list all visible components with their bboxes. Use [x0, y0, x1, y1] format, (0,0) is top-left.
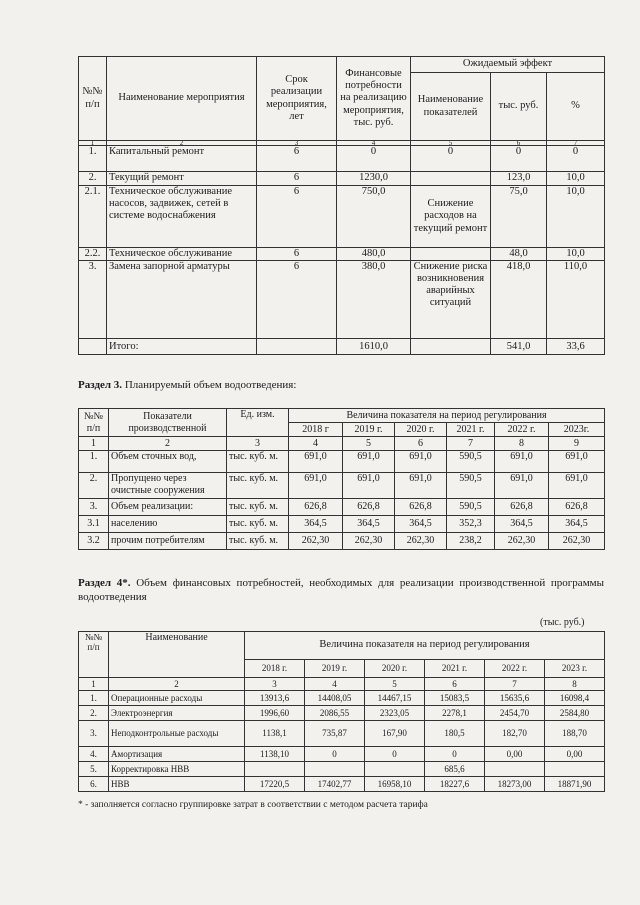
row-num: [79, 339, 107, 355]
row-value: 2086,55: [305, 706, 365, 721]
row-value: 16098,4: [545, 691, 605, 706]
total-row: [79, 339, 605, 355]
col-number: 7: [547, 141, 605, 146]
col-number: 6: [491, 141, 547, 146]
col-effect-pct-header: %: [547, 73, 605, 141]
row-value: 18273,00: [485, 777, 545, 792]
table-row: [79, 172, 605, 186]
drainage-volume-table: [78, 408, 605, 550]
row-finance: 750,0: [337, 186, 411, 248]
section4-heading: [78, 576, 604, 605]
col-num-header: №№ п/п: [79, 632, 109, 678]
row-pct: 110,0: [547, 261, 605, 339]
row-rub: 418,0: [491, 261, 547, 339]
row-rub: 75,0: [491, 186, 547, 248]
row-value: 262,30: [549, 533, 605, 550]
row-name: Техническое обслуживание: [107, 248, 257, 261]
row-unit: тыс. куб. м.: [227, 499, 289, 516]
col-value-header: Величина показателя на период регулирования: [289, 409, 605, 423]
table-row: [79, 146, 605, 172]
row-value: 364,5: [395, 516, 447, 533]
row-value: 0: [425, 747, 485, 762]
row-value: [365, 762, 425, 777]
col-number: 3: [227, 437, 289, 451]
row-num: 6.: [79, 777, 109, 792]
row-name: Замена запорной арматуры: [107, 261, 257, 339]
col-number: 6: [395, 437, 447, 451]
row-num: 2.2.: [79, 248, 107, 261]
row-value: 182,70: [485, 721, 545, 747]
row-value: 15083,5: [425, 691, 485, 706]
table-row: [79, 499, 605, 516]
row-finance: 1230,0: [337, 172, 411, 186]
row-rub: 0: [491, 146, 547, 172]
row-name: Объем сточных вод,: [109, 451, 227, 473]
row-value: 691,0: [549, 473, 605, 499]
col-number: 4: [337, 141, 411, 146]
year-header: 2022 г.: [485, 660, 545, 678]
row-value: 626,8: [395, 499, 447, 516]
section4-title: Объем финансовых потребностей, необходимых для реализации производственной программы водоотведения: [78, 577, 605, 604]
row-name: Текущий ремонт: [107, 172, 257, 186]
row-value: 626,8: [495, 499, 549, 516]
table-row: [79, 777, 605, 792]
col-number: 1: [79, 678, 109, 691]
table-row: [79, 516, 605, 533]
col-number: 1: [79, 437, 109, 451]
row-value: 691,0: [343, 473, 395, 499]
column-numbers-row: [79, 437, 605, 451]
row-term: 6: [257, 146, 337, 172]
row-value: 2323,05: [365, 706, 425, 721]
table-row: [79, 533, 605, 550]
table-row: [79, 186, 605, 248]
row-pct: 10,0: [547, 248, 605, 261]
col-effect-name-header: Наименование показателей: [411, 73, 491, 141]
row-value: 13913,6: [245, 691, 305, 706]
row-rub: 123,0: [491, 172, 547, 186]
row-name: Техническое обслуживание насосов, задвижек, сетей в системе водоснабжения: [107, 186, 257, 248]
row-value: 691,0: [495, 473, 549, 499]
footnote: * - заполняется согласно группировке затрат в соответствии с методом расчета тарифа: [78, 800, 428, 810]
table-row: [79, 451, 605, 473]
col-term-header: Срок реализации мероприятия, лет: [257, 57, 337, 141]
row-num: 2.1.: [79, 186, 107, 248]
col-number: 3: [257, 141, 337, 146]
row-value: 2278,1: [425, 706, 485, 721]
row-value: [305, 762, 365, 777]
row-term: 6: [257, 261, 337, 339]
row-value: [245, 762, 305, 777]
row-finance: 1610,0: [337, 339, 411, 355]
financial-needs-table: [78, 631, 605, 792]
col-number: 7: [447, 437, 495, 451]
row-num: 1.: [79, 451, 109, 473]
year-header: 2021 г.: [447, 423, 495, 437]
row-finance: 380,0: [337, 261, 411, 339]
col-value-header: Величина показателя на период регулирования: [245, 632, 605, 660]
col-number: 6: [425, 678, 485, 691]
col-number: 5: [343, 437, 395, 451]
row-finance: 480,0: [337, 248, 411, 261]
row-finance: 0: [337, 146, 411, 172]
row-name: Неподконтрольные расходы: [109, 721, 245, 747]
row-effect: Снижение расходов на текущий ремонт: [411, 186, 491, 248]
row-pct: 33,6: [547, 339, 605, 355]
row-num: 2.: [79, 706, 109, 721]
row-value: [485, 762, 545, 777]
row-value: 2584,80: [545, 706, 605, 721]
row-num: 2.: [79, 172, 107, 186]
row-value: 262,30: [343, 533, 395, 550]
table-row: [79, 691, 605, 706]
row-num: 3.: [79, 261, 107, 339]
table-row: [79, 762, 605, 777]
row-value: 14408,05: [305, 691, 365, 706]
row-num: 3.: [79, 499, 109, 516]
year-header: 2021 г.: [425, 660, 485, 678]
col-number: 8: [495, 437, 549, 451]
col-finance-header: Финансовые потребности на реализацию мероприятия, тыс. руб.: [337, 57, 411, 141]
row-value: 15635,6: [485, 691, 545, 706]
row-term: 6: [257, 248, 337, 261]
col-number: 4: [305, 678, 365, 691]
row-effect: [411, 339, 491, 355]
row-value: 16958,10: [365, 777, 425, 792]
row-value: 188,70: [545, 721, 605, 747]
row-value: 17402,77: [305, 777, 365, 792]
table-row: [79, 261, 605, 339]
row-unit: тыс. куб. м.: [227, 451, 289, 473]
row-value: 735,87: [305, 721, 365, 747]
table-row: [79, 721, 605, 747]
row-value: 691,0: [495, 451, 549, 473]
col-name-header: Наименование: [109, 632, 245, 678]
row-value: 626,8: [289, 499, 343, 516]
row-value: 17220,5: [245, 777, 305, 792]
row-name: Амортизация: [109, 747, 245, 762]
row-effect: 0: [411, 146, 491, 172]
row-name: прочим потребителям: [109, 533, 227, 550]
row-num: 3.: [79, 721, 109, 747]
row-name: населению: [109, 516, 227, 533]
col-effect-rub-header: тыс. руб.: [491, 73, 547, 141]
row-term: 6: [257, 186, 337, 248]
row-value: 18227,6: [425, 777, 485, 792]
year-header: 2018 г: [289, 423, 343, 437]
row-value: 262,30: [395, 533, 447, 550]
row-value: 364,5: [549, 516, 605, 533]
section3-label: Раздел 3.: [78, 379, 123, 391]
col-number: 2: [107, 141, 257, 146]
row-value: 18871,90: [545, 777, 605, 792]
row-value: 167,90: [365, 721, 425, 747]
row-value: 1996,60: [245, 706, 305, 721]
row-num: 3.1: [79, 516, 109, 533]
col-num-header: №№ п/п: [79, 409, 109, 437]
year-header: 2023 г.: [545, 660, 605, 678]
section3-heading: [78, 378, 296, 392]
row-rub: 541,0: [491, 339, 547, 355]
row-value: 0: [305, 747, 365, 762]
row-pct: 10,0: [547, 186, 605, 248]
units-note: (тыс. руб.): [540, 617, 585, 628]
section4-label: Раздел 4*.: [78, 577, 131, 589]
row-unit: тыс. куб. м.: [227, 473, 289, 499]
row-term: 6: [257, 172, 337, 186]
row-value: 14467,15: [365, 691, 425, 706]
row-unit: тыс. куб. м.: [227, 533, 289, 550]
row-num: 5.: [79, 762, 109, 777]
col-number: 2: [109, 437, 227, 451]
row-name: Электроэнергия: [109, 706, 245, 721]
row-value: 364,5: [343, 516, 395, 533]
row-unit: тыс. куб. м.: [227, 516, 289, 533]
row-name: Объем реализации:: [109, 499, 227, 516]
row-value: 238,2: [447, 533, 495, 550]
row-value: 262,30: [289, 533, 343, 550]
row-effect: [411, 172, 491, 186]
row-value: 2454,70: [485, 706, 545, 721]
row-name: Итого:: [107, 339, 257, 355]
row-name: Корректировка НВВ: [109, 762, 245, 777]
row-value: 691,0: [549, 451, 605, 473]
row-value: 626,8: [549, 499, 605, 516]
row-rub: 48,0: [491, 248, 547, 261]
col-number: 5: [411, 141, 491, 146]
section3-title: Планируемый объем водоотведения:: [124, 379, 297, 391]
year-header: 2019 г.: [343, 423, 395, 437]
row-name: Капитальный ремонт: [107, 146, 257, 172]
row-value: 1138,1: [245, 721, 305, 747]
row-value: 590,5: [447, 499, 495, 516]
row-num: 3.2: [79, 533, 109, 550]
row-value: 691,0: [289, 451, 343, 473]
col-unit-header: Ед. изм.: [227, 409, 289, 437]
row-value: [545, 762, 605, 777]
row-value: 1138,10: [245, 747, 305, 762]
row-num: 1.: [79, 691, 109, 706]
col-num-header: №№ п/п: [79, 57, 107, 141]
row-value: 691,0: [289, 473, 343, 499]
row-value: 364,5: [289, 516, 343, 533]
row-effect: [411, 248, 491, 261]
row-value: 626,8: [343, 499, 395, 516]
row-name: Пропущено через очистные сооружения: [109, 473, 227, 499]
row-value: 691,0: [343, 451, 395, 473]
row-value: 262,30: [495, 533, 549, 550]
table-row: [79, 248, 605, 261]
row-term: [257, 339, 337, 355]
row-name: Операционные расходы: [109, 691, 245, 706]
row-value: 352,3: [447, 516, 495, 533]
measures-table: [78, 56, 605, 355]
row-pct: 0: [547, 146, 605, 172]
col-number: 7: [485, 678, 545, 691]
year-header: 2019 г.: [305, 660, 365, 678]
year-header: 2022 г.: [495, 423, 549, 437]
year-header: 2020 г.: [365, 660, 425, 678]
col-effect-header: Ожидаемый эффект: [411, 57, 605, 73]
row-value: 0,00: [545, 747, 605, 762]
table-row: [79, 473, 605, 499]
row-value: 364,5: [495, 516, 549, 533]
row-value: 685,6: [425, 762, 485, 777]
row-value: 180,5: [425, 721, 485, 747]
col-number: 1: [79, 141, 107, 146]
row-value: 0: [365, 747, 425, 762]
row-value: 691,0: [395, 451, 447, 473]
row-num: 2.: [79, 473, 109, 499]
year-header: 2018 г.: [245, 660, 305, 678]
row-effect: Снижение риска возникновения аварийных ситуаций: [411, 261, 491, 339]
table-row: [79, 706, 605, 721]
col-number: 2: [109, 678, 245, 691]
row-value: 590,5: [447, 473, 495, 499]
col-number: 4: [289, 437, 343, 451]
col-name-header: Наименование мероприятия: [107, 57, 257, 141]
row-pct: 10,0: [547, 172, 605, 186]
row-value: 691,0: [395, 473, 447, 499]
col-number: 3: [245, 678, 305, 691]
row-value: 590,5: [447, 451, 495, 473]
year-header: 2020 г.: [395, 423, 447, 437]
row-value: 0,00: [485, 747, 545, 762]
col-number: 8: [545, 678, 605, 691]
row-num: 1.: [79, 146, 107, 172]
table-row: [79, 747, 605, 762]
column-numbers-row: [79, 678, 605, 691]
col-name-header: Показатели производственной: [109, 409, 227, 437]
col-number: 9: [549, 437, 605, 451]
row-num: 4.: [79, 747, 109, 762]
col-number: 5: [365, 678, 425, 691]
year-header: 2023г.: [549, 423, 605, 437]
row-name: НВВ: [109, 777, 245, 792]
